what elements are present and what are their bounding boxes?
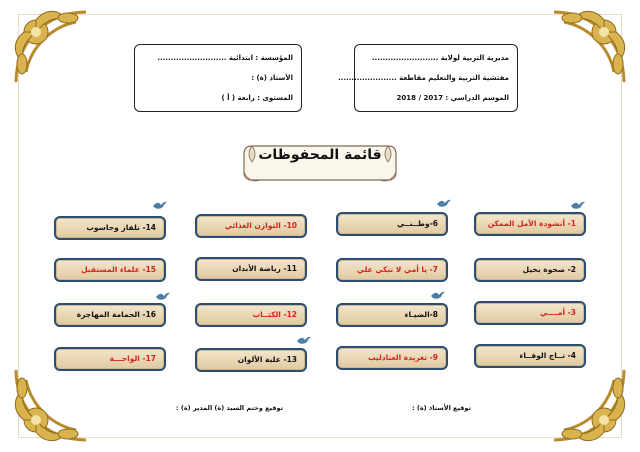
list-item-12: 12- الكتــاب: [195, 303, 307, 327]
directorate-label: مديرية التربية لولاية .........................: [371, 54, 509, 62]
level-label: المستوى : رابعة ( أ ): [221, 94, 293, 102]
list-item-2: 2- صحوة بخيل: [474, 258, 586, 282]
bird-icon: [430, 290, 446, 301]
teacher-label: الأستاذ (ة) :: [251, 74, 293, 82]
bird-icon: [296, 335, 312, 346]
bird-icon: [570, 200, 586, 211]
corner-ornament-bottom-left: [6, 360, 96, 450]
list-item-1: 1- أنشودة الأمل الممكن: [474, 212, 586, 236]
administration-info-box: [338, 44, 518, 112]
list-item-9: 9- تغريدة العنادليب: [336, 346, 448, 370]
list-item-14: 14- تلفاز وحاسوب: [54, 216, 166, 240]
list-item-7: 7- يا أمي لا تبكي علي: [336, 258, 448, 282]
corner-ornament-top-left: [6, 2, 96, 92]
list-item-15: 15- علماء المستقبل: [54, 258, 166, 282]
list-item-4: 4- تــاج الوفــاء: [474, 344, 586, 368]
corner-ornament-top-right: [544, 2, 634, 92]
list-item-10: 10- التوازن الغذائي: [195, 214, 307, 238]
bird-icon: [436, 198, 452, 209]
list-item-8: 8-الضيـاء: [336, 303, 448, 327]
list-item-17: 17- الواحـــة: [54, 347, 166, 371]
bird-icon: [155, 291, 171, 302]
page-title: قائمة المحفوظات: [258, 147, 382, 163]
teacher-signature-label: توقيع الأستاذ (ة) :: [412, 404, 471, 412]
list-item-6: 6-وطــنــي: [336, 212, 448, 236]
list-item-16: 16- الحمامة المهاجرة: [54, 303, 166, 327]
school-info-box: [134, 44, 302, 112]
list-item-3: 3- أمــــي: [474, 301, 586, 325]
bird-icon: [152, 200, 168, 211]
list-item-11: 11- رياضة الأبدان: [195, 257, 307, 281]
corner-ornament-bottom-right: [544, 360, 634, 450]
director-signature-label: توقيع وختم السيد (ة) المدير (ة) :: [176, 404, 284, 412]
institution-label: المؤسسة : ابتدائية ..........................: [157, 54, 293, 62]
list-item-13: 13- علبة الألوان: [195, 348, 307, 372]
school-year-label: الموسم الدراسي : 2017 / 2018: [396, 94, 509, 102]
inspectorate-label: مفتشية التربية والتعليم مقاطعة ......................: [338, 74, 509, 82]
